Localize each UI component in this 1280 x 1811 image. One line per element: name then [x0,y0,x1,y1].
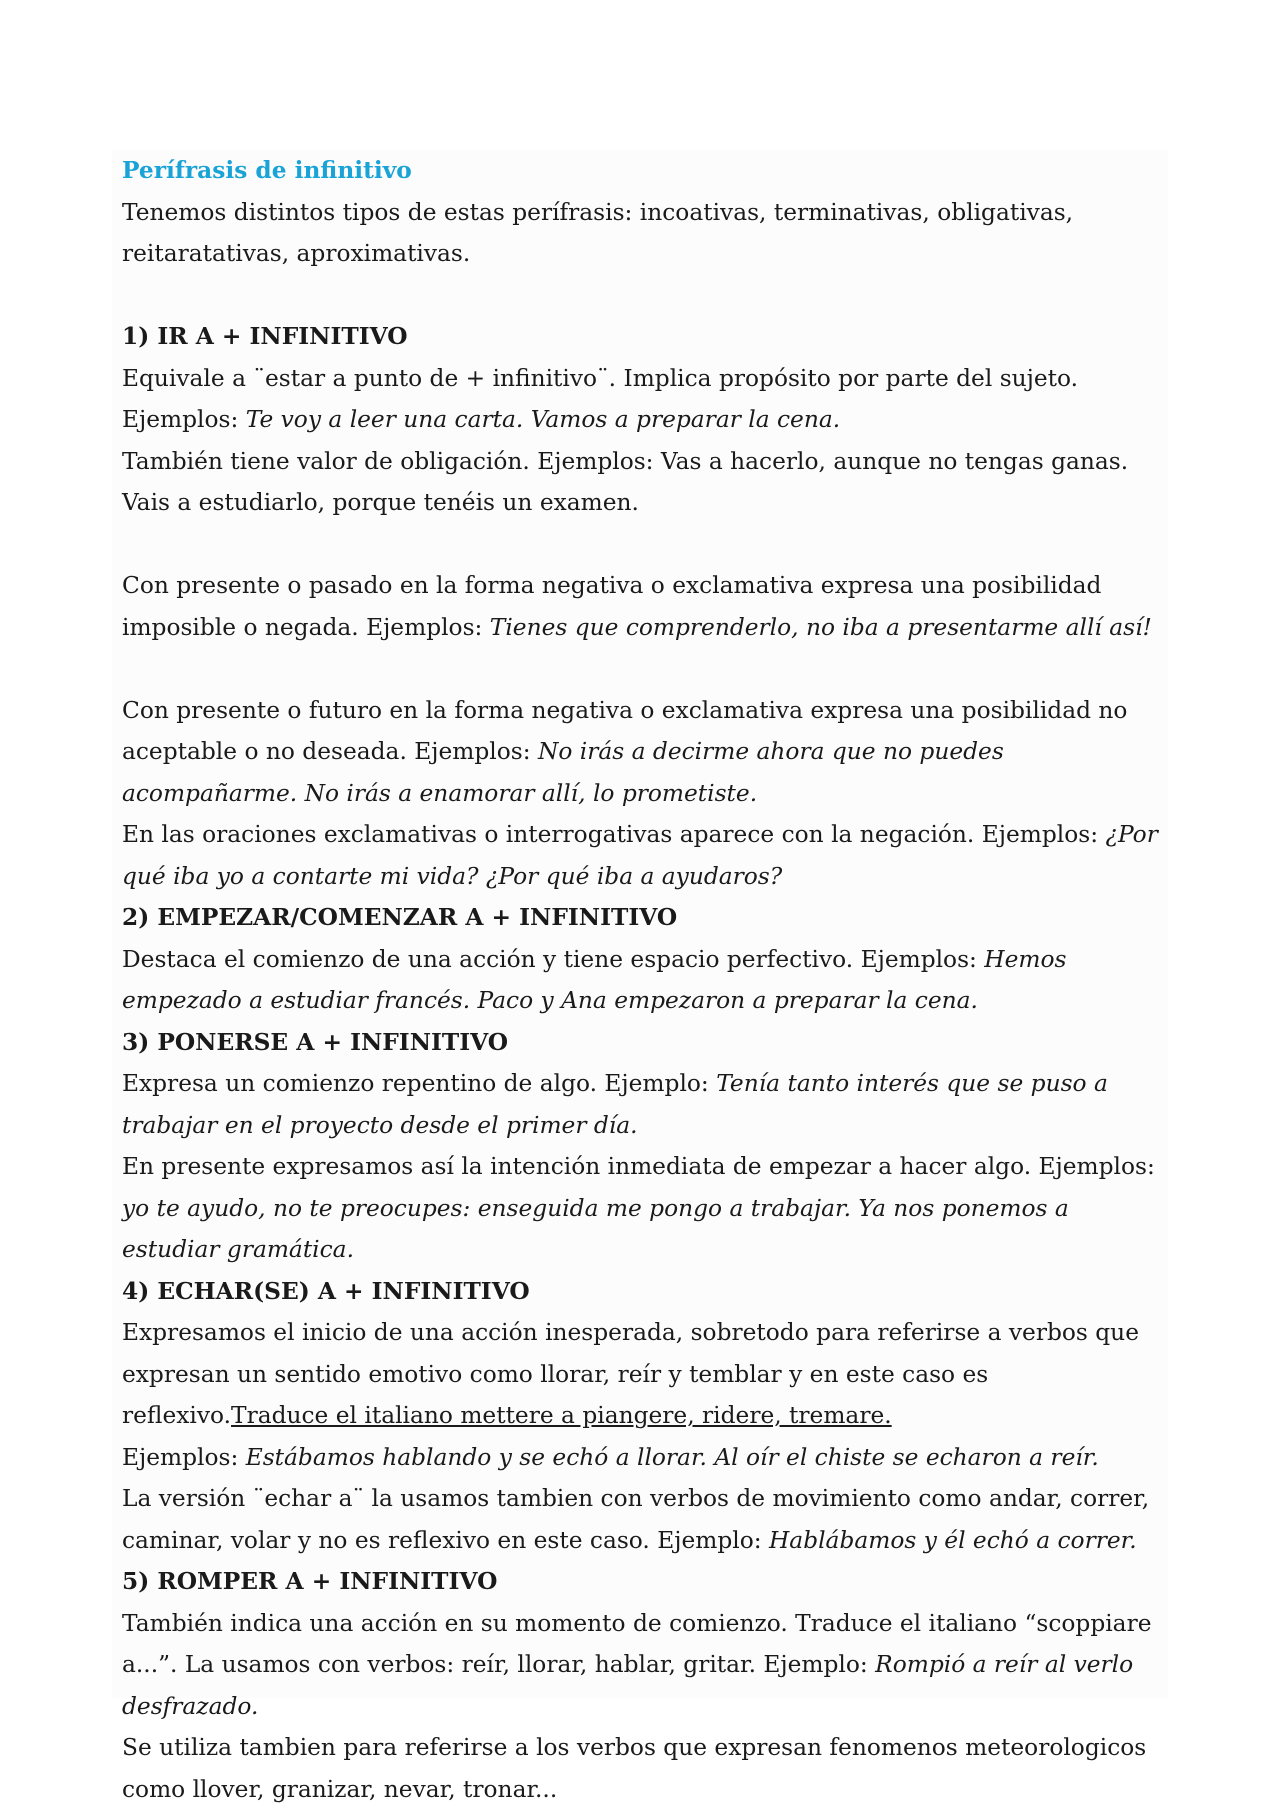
example-text: Tenía tanto interés que se puso a trabajar en el proyecto desde el primer día. [122,1070,1108,1139]
paragraph [122,1603,1168,1728]
paragraph-text: La versión ¨echar a¨ la usamos tambien con verbos de movimiento como andar, correr, caminar, volar y no es reflexivo en este caso. Ejemplo: [122,1485,1150,1554]
paragraph-text: Ejemplos: [122,1443,246,1471]
example-text: Hablábamos y él echó a correr. [768,1526,1137,1554]
paragraph-text: Equivale a ¨estar a punto de + infinitivo¨. Implica propósito por parte del sujeto. Ejemplos: [122,364,1079,433]
paragraph: Se utiliza tambien para referirse a los verbos que expresan fenomenos meteorologicos como llover, granizar, nevar, tronar... [122,1734,1147,1803]
paragraph [122,1063,1168,1146]
example-text: ¿Por qué iba yo a contarte mi vida? ¿Por qué iba a ayudaros? [122,821,1158,890]
paragraph [122,1312,1168,1437]
example-text: Estábamos hablando y se echó a llorar. Al oír el chiste se echaron a reír. [245,1443,1099,1471]
paragraph-text: En las oraciones exclamativas o interrogativas aparece con la negación. Ejemplos: [122,821,1106,848]
paragraph-text: Expresamos el inicio de una acción inesperada, sobretodo para referirse a verbos que expresan un sentido emotivo como llorar, reír y temblar y en este caso es reflexivo. [122,1319,1139,1429]
paragraph [122,1146,1168,1271]
example-text: No irás a decirme ahora que no puedes acompañarme. No irás a enamorar allí, lo prometiste. [122,738,1004,807]
section-heading-5: 5) ROMPER A + INFINITIVO [122,1568,498,1595]
paragraph-text: Con presente o futuro en la forma negativa o exclamativa expresa una posibilidad no aceptable o no deseada. Ejemplos: [122,696,1128,765]
section-heading-1: 1) IR A + INFINITIVO [122,323,408,350]
intro-paragraph: Tenemos distintos tipos de estas perífrasis: incoativas, terminativas, obligativas, reitaratativas, aproximativas. [122,198,1074,267]
example-text: Rompió a reír al verlo desfrazado. [122,1651,1134,1720]
example-text: Hemos empezado a estudiar francés. Paco y Ana empezaron a preparar la cena. [122,945,1067,1014]
paragraph [122,1437,1168,1479]
example-text: Te voy a leer una carta. Vamos a preparar la cena. [245,406,841,433]
paragraph-text: Con presente o pasado en la forma negativa o exclamativa expresa una posibilidad imposible o negada. Ejemplos: [122,572,1102,641]
paragraph [122,690,1168,815]
paragraph [122,565,1168,648]
section-heading-2: 2) EMPEZAR/COMENZAR A + INFINITIVO [122,904,678,931]
paragraph [122,358,1168,441]
document-title: Perífrasis de infinitivo [122,157,412,184]
spacer [122,275,1168,317]
paragraph-text: También indica una acción en su momento de comienzo. Traduce el italiano “scoppiare a...”. La usamos con verbos: reír, llorar, hablar, gritar. Ejemplo: [122,1609,1152,1678]
section-heading-3: 3) PONERSE A + INFINITIVO [122,1028,509,1056]
underlined-note: Traduce el italiano mettere a piangere, ridere, tremare. [231,1402,892,1429]
paragraph [122,814,1168,897]
document-body [112,150,1168,1803]
spacer [122,648,1168,690]
paragraph-text: Expresa un comienzo repentino de algo. Ejemplo: [122,1070,717,1097]
paragraph-text: En presente expresamos así la intención inmediata de empezar a hacer algo. Ejemplos: [122,1153,1155,1180]
example-text: Tienes que comprenderlo, no iba a presentarme allí así! [489,613,1152,641]
paragraph: También tiene valor de obligación. Ejemplos: Vas a hacerlo, aunque no tengas ganas. Vais a estudiarlo, porque tenéis un examen. [122,447,1129,516]
example-text: yo te ayudo, no te preocupes: enseguida me pongo a trabajar. Ya nos ponemos a estudiar gramática. [122,1194,1069,1263]
paragraph [122,939,1168,1022]
paragraph-text: Destaca el comienzo de una acción y tiene espacio perfectivo. Ejemplos: [122,945,985,973]
section-heading-4: 4) ECHAR(SE) A + INFINITIVO [122,1277,530,1305]
spacer [122,524,1168,566]
paragraph [122,1478,1168,1561]
